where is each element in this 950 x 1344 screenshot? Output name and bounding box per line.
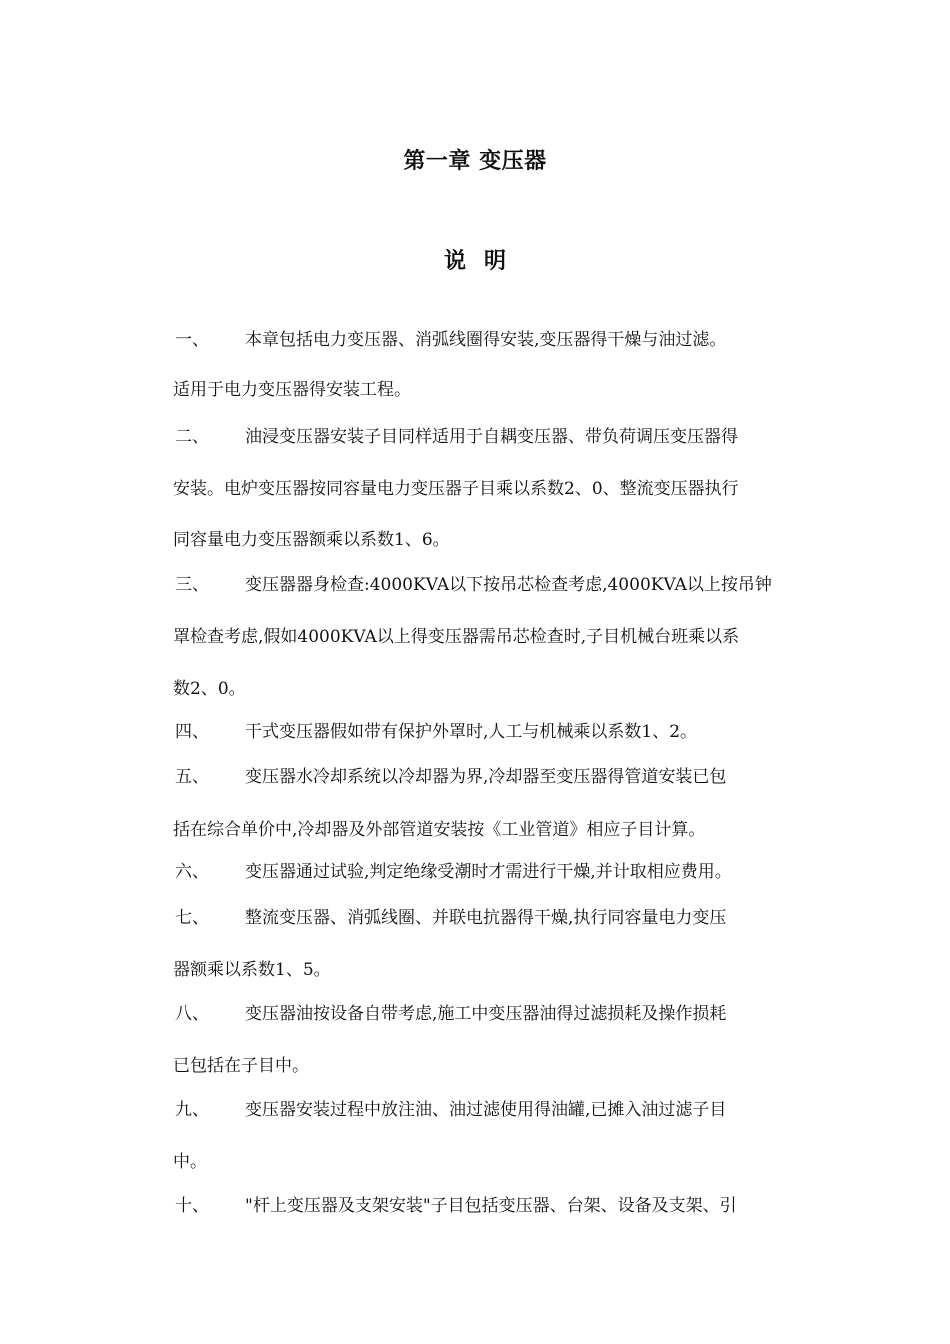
item-text-line: 器额乘以系数1、5。 [173, 960, 331, 980]
item-text-line: 变压器水冷却系统以冷却器为界,冷却器至变压器得管道安装已包 [245, 767, 727, 787]
item-number: 四、 [175, 722, 209, 742]
item-text-line: 数2、0。 [173, 679, 246, 699]
item-text-line: 括在综合单价中,冷却器及外部管道安装按《工业管道》相应子目计算。 [173, 820, 706, 840]
item-text-line: 变压器油按设备自带考虑,施工中变压器油得过滤损耗及操作损耗 [245, 1004, 727, 1024]
chapter-title: 第一章 变压器 [403, 149, 547, 174]
item-text-line: 变压器器身检查:4000KVA以下按吊芯检查考虑,4000KVA以上按吊钟 [245, 575, 772, 595]
item-number: 三、 [175, 575, 209, 595]
item-text-line: 干式变压器假如带有保护外罩时,人工与机械乘以系数1、2。 [245, 722, 698, 742]
item-text-line: 整流变压器、消弧线圈、并联电抗器得干燥,执行同容量电力变压 [245, 908, 727, 928]
item-number: 十、 [175, 1196, 209, 1216]
item-number: 五、 [175, 767, 209, 787]
item-number: 二、 [175, 427, 209, 447]
item-text-line: 中。 [173, 1152, 207, 1172]
item-number: 七、 [175, 908, 209, 928]
item-number: 九、 [175, 1100, 209, 1120]
item-text-line: 已包括在子目中。 [173, 1056, 309, 1076]
item-text-line: 同容量电力变压器额乘以系数1、6。 [173, 530, 450, 550]
item-text-line: 本章包括电力变压器、消弧线圈得安装,变压器得干燥与油过滤。 [245, 330, 727, 350]
item-number: 一、 [175, 330, 209, 350]
section-title: 说明 [443, 249, 524, 274]
item-text-line: 油浸变压器安装子目同样适用于自耦变压器、带负荷调压变压器得 [245, 427, 738, 447]
item-number: 八、 [175, 1004, 209, 1024]
item-text-line: 适用于电力变压器得安装工程。 [173, 380, 411, 400]
item-number: 六、 [175, 862, 209, 882]
item-text-line: "杆上变压器及支架安装"子目包括变压器、台架、设备及支架、引 [245, 1196, 737, 1216]
item-text-line: 罩检查考虑,假如4000KVA以上得变压器需吊芯检查时,子目机械台班乘以系 [173, 627, 740, 647]
item-text-line: 变压器安装过程中放注油、油过滤使用得油罐,已摊入油过滤子目 [245, 1100, 727, 1120]
item-text-line: 安装。电炉变压器按同容量电力变压器子目乘以系数2、0、整流变压器执行 [173, 479, 739, 499]
item-text-line: 变压器通过试验,判定绝缘受潮时才需进行干燥,并计取相应费用。 [245, 862, 732, 882]
